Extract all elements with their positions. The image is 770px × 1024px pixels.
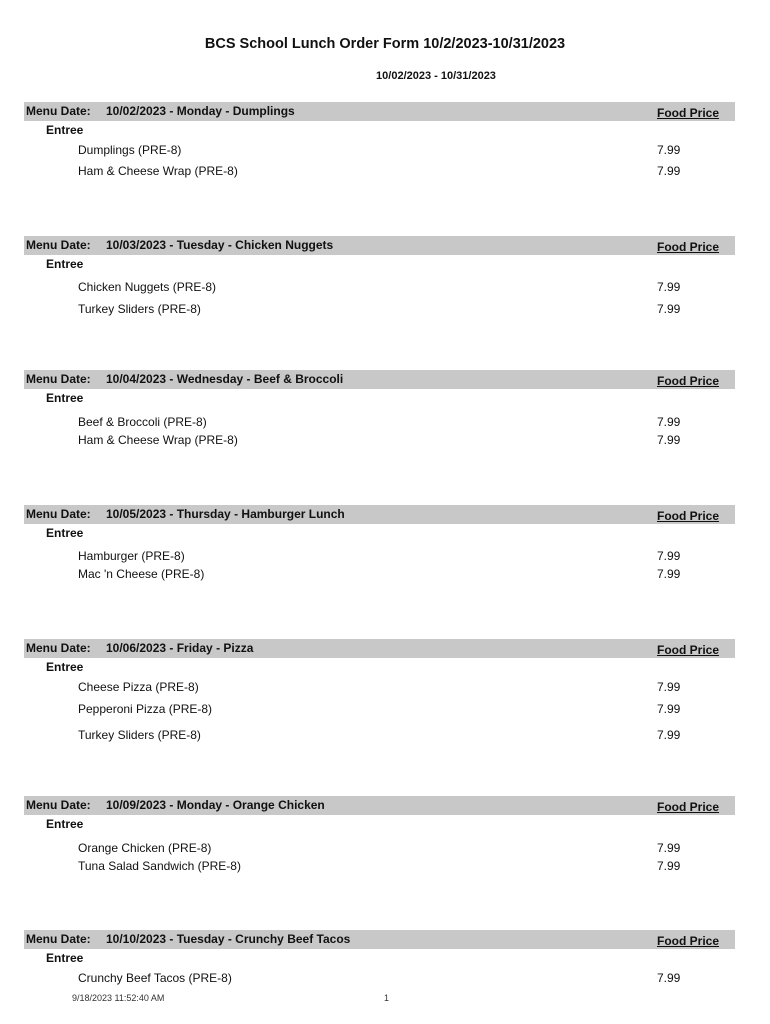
food-price-header: Food Price	[657, 374, 720, 388]
menu-date-label: Menu Date:	[26, 372, 91, 386]
menu-item-price: 7.99	[657, 302, 681, 316]
menu-date-label: Menu Date:	[26, 238, 91, 252]
food-price-header: Food Price	[657, 509, 720, 523]
menu-item-price: 7.99	[657, 164, 681, 178]
menu-item-name: Beef & Broccoli (PRE-8)	[78, 415, 207, 429]
menu-section	[24, 102, 735, 178]
menu-date-value: 10/05/2023 - Thursday - Hamburger Lunch	[106, 507, 345, 521]
menu-date-label: Menu Date:	[26, 641, 91, 655]
menu-item-name: Cheese Pizza (PRE-8)	[78, 680, 199, 694]
date-range: 10/02/2023 - 10/31/2023	[376, 70, 496, 82]
menu-date-value: 10/04/2023 - Wednesday - Beef & Broccoli	[106, 372, 344, 386]
menu-date-bar	[24, 102, 735, 121]
menu-item-name: Hamburger (PRE-8)	[78, 549, 185, 563]
menu-date-bar	[24, 236, 735, 255]
menu-item-name: Orange Chicken (PRE-8)	[78, 841, 212, 855]
page-title: BCS School Lunch Order Form 10/2/2023-10/31/2023	[204, 36, 566, 52]
menu-date-label: Menu Date:	[26, 932, 91, 946]
menu-item-name: Turkey Sliders (PRE-8)	[78, 302, 201, 316]
menu-date-bar	[24, 930, 735, 949]
menu-item-price: 7.99	[657, 280, 681, 294]
food-price-header: Food Price	[657, 934, 720, 948]
menu-date-label: Menu Date:	[26, 507, 91, 521]
menu-item-name: Dumplings (PRE-8)	[78, 143, 182, 157]
food-price-header: Food Price	[657, 106, 720, 120]
menu-date-bar	[24, 370, 735, 389]
food-price-header: Food Price	[657, 240, 720, 254]
menu-item-price: 7.99	[657, 859, 681, 873]
menu-item-price: 7.99	[657, 433, 681, 447]
menu-item-price: 7.99	[657, 728, 681, 742]
menu-item-price: 7.99	[657, 702, 681, 716]
menu-date-value: 10/03/2023 - Tuesday - Chicken Nuggets	[106, 238, 334, 252]
entree-label: Entree	[46, 660, 84, 674]
entree-label: Entree	[46, 123, 84, 137]
menu-item-price: 7.99	[657, 415, 681, 429]
menu-date-bar	[24, 639, 735, 658]
entree-label: Entree	[46, 257, 84, 271]
menu-item-name: Pepperoni Pizza (PRE-8)	[78, 702, 213, 716]
menu-date-value: 10/09/2023 - Monday - Orange Chicken	[106, 798, 325, 812]
menu-item-name: Tuna Salad Sandwich (PRE-8)	[78, 859, 241, 873]
menu-section	[24, 370, 735, 447]
menu-section	[24, 505, 735, 581]
menu-date-value: 10/06/2023 - Friday - Pizza	[106, 641, 254, 655]
entree-label: Entree	[46, 817, 84, 831]
menu-item-price: 7.99	[657, 143, 681, 157]
menu-item-name: Ham & Cheese Wrap (PRE-8)	[78, 164, 238, 178]
menu-item-name: Ham & Cheese Wrap (PRE-8)	[78, 433, 238, 447]
entree-label: Entree	[46, 526, 84, 540]
menu-item-name: Mac 'n Cheese (PRE-8)	[78, 567, 205, 581]
menu-date-value: 10/02/2023 - Monday - Dumplings	[106, 104, 295, 118]
menu-section	[24, 639, 735, 742]
food-price-header: Food Price	[657, 800, 720, 814]
menu-item-price: 7.99	[657, 567, 681, 581]
menu-date-bar	[24, 796, 735, 815]
menu-date-value: 10/10/2023 - Tuesday - Crunchy Beef Tacos	[106, 932, 351, 946]
menu-item-price: 7.99	[657, 680, 681, 694]
entree-label: Entree	[46, 391, 84, 405]
menu-date-label: Menu Date:	[26, 798, 91, 812]
menu-item-price: 7.99	[657, 971, 681, 985]
print-timestamp: 9/18/2023 11:52:40 AM	[72, 993, 165, 1003]
page-number: 1	[384, 993, 390, 1003]
menu-item-price: 7.99	[657, 549, 681, 563]
menu-item-name: Crunchy Beef Tacos (PRE-8)	[78, 971, 232, 985]
menu-item-name: Chicken Nuggets (PRE-8)	[78, 280, 217, 294]
menu-section	[24, 236, 735, 316]
food-price-header: Food Price	[657, 643, 720, 657]
menu-date-bar	[24, 505, 735, 524]
menu-item-price: 7.99	[657, 841, 681, 855]
menu-item-name: Turkey Sliders (PRE-8)	[78, 728, 201, 742]
entree-label: Entree	[46, 951, 84, 965]
menu-date-label: Menu Date:	[26, 104, 91, 118]
menu-section	[24, 930, 735, 985]
menu-section	[24, 796, 735, 873]
